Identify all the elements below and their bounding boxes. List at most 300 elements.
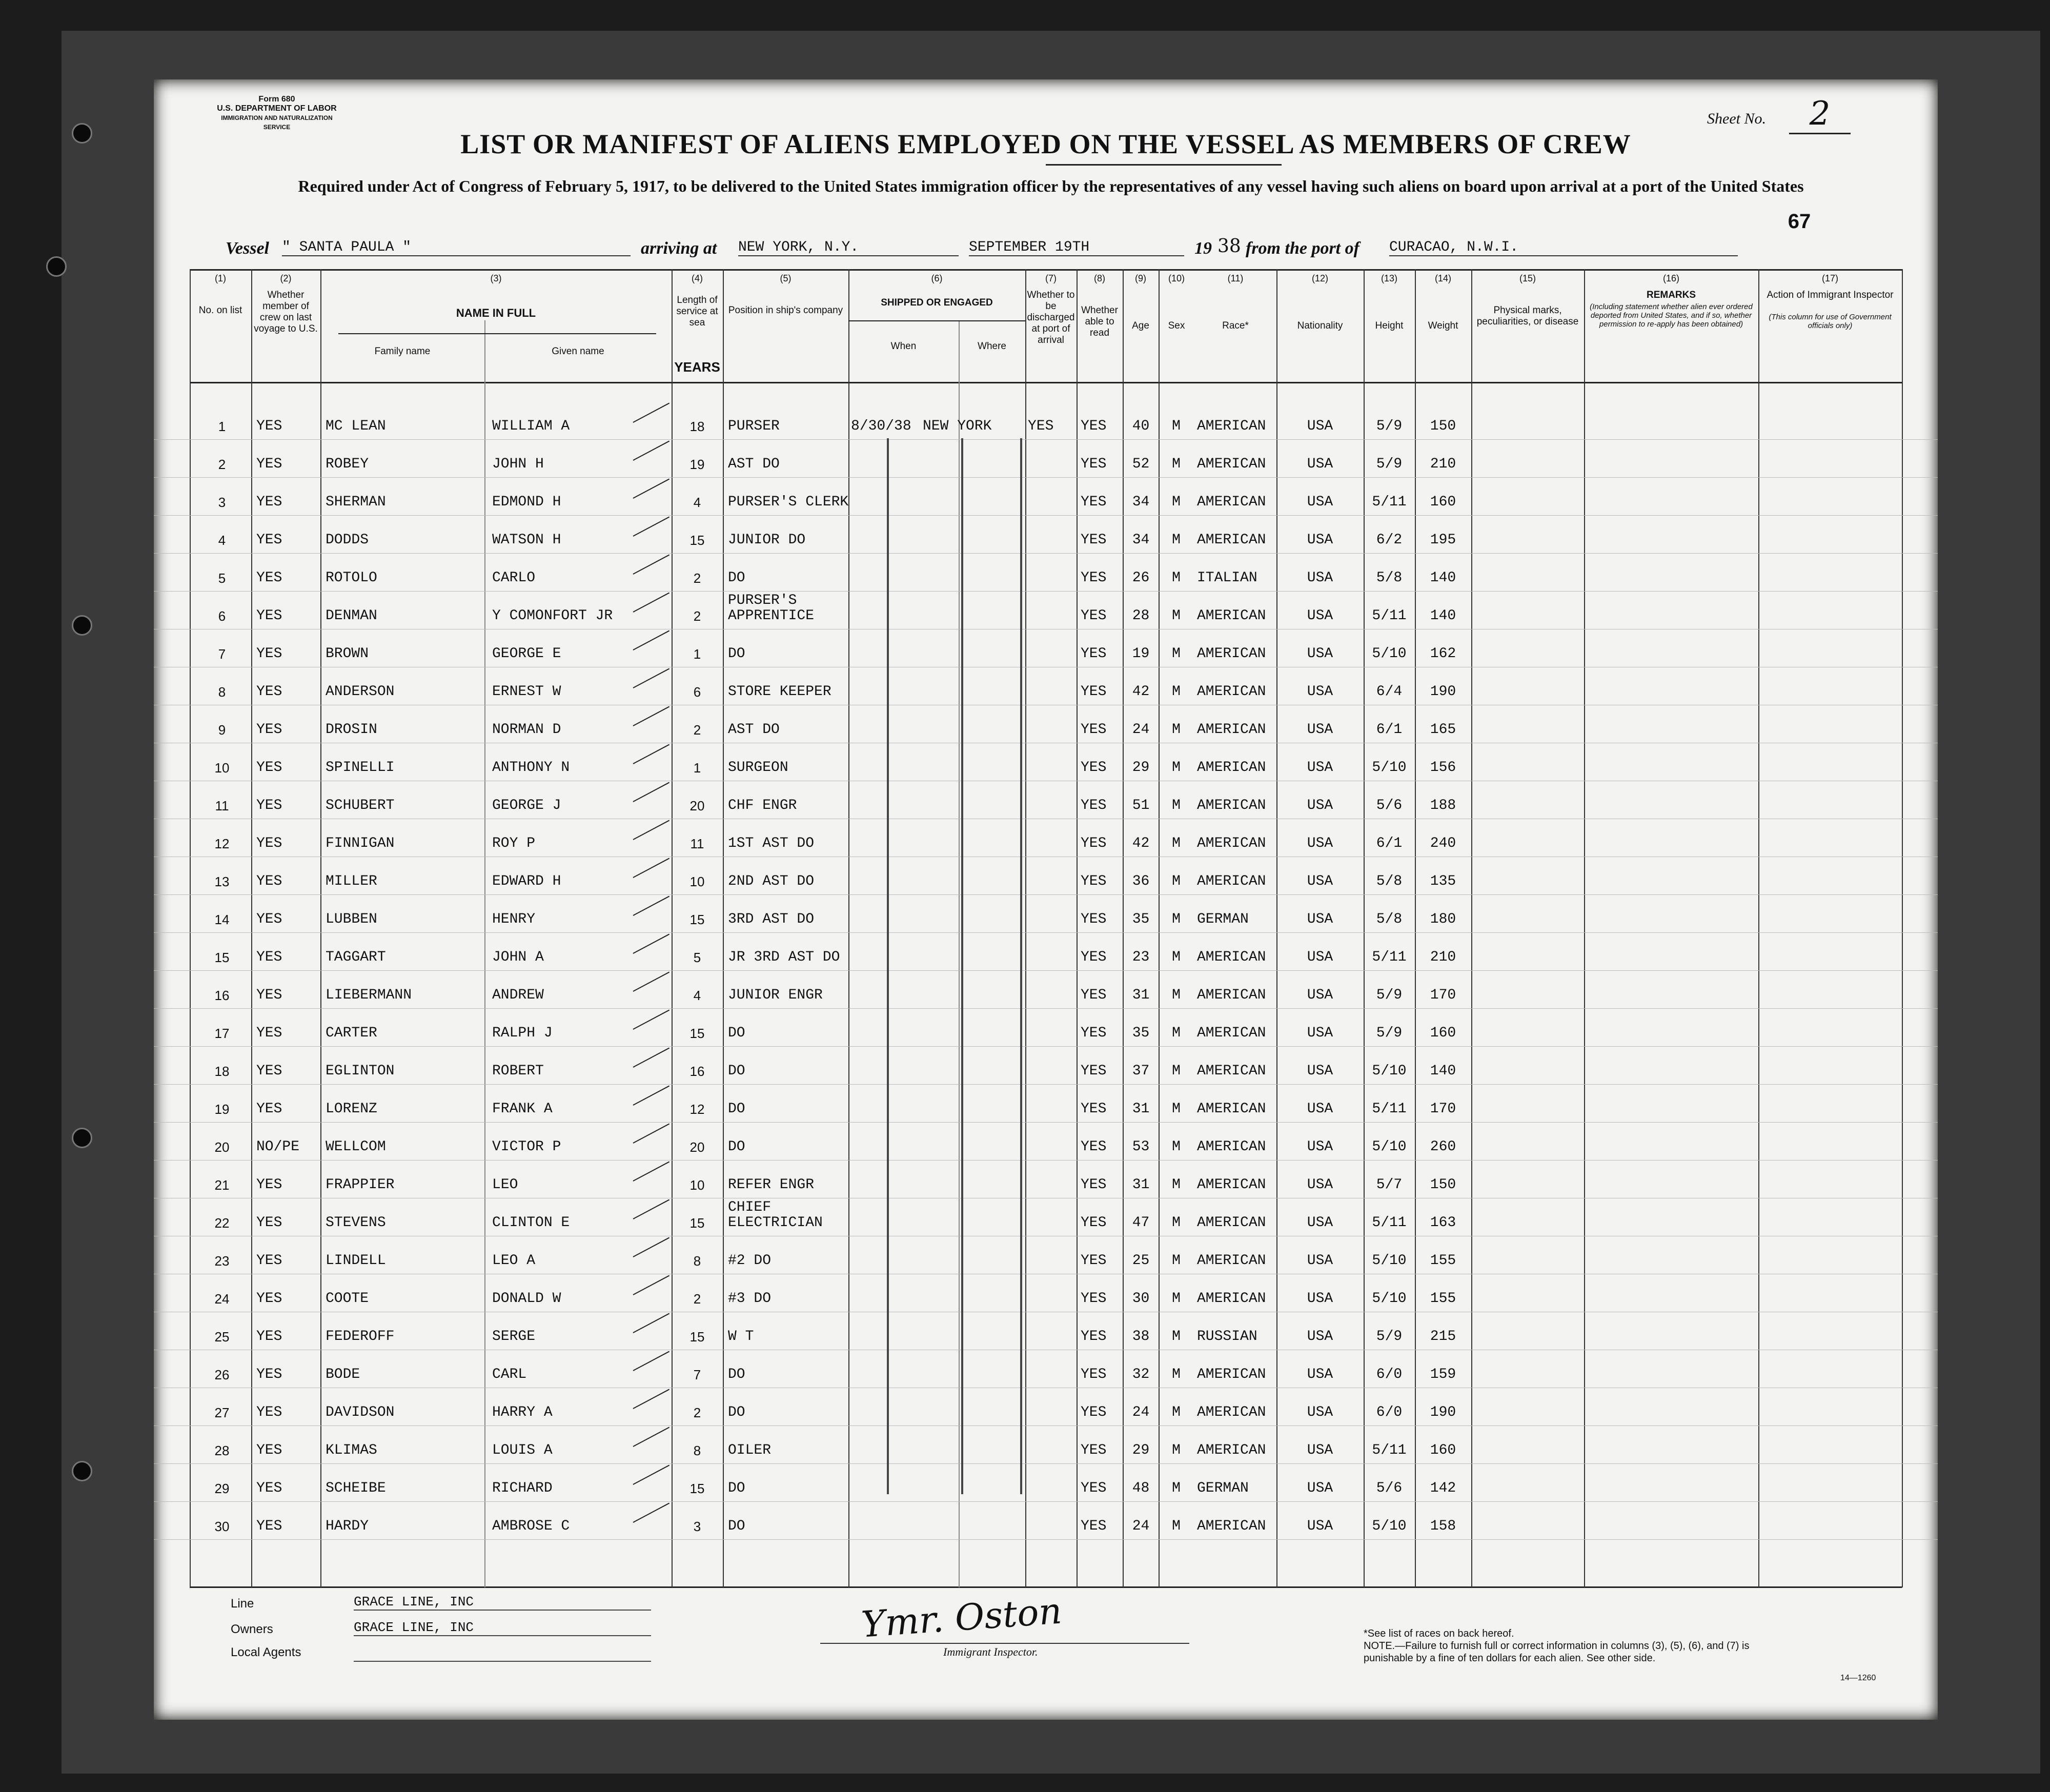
vessel-line (226, 236, 1876, 261)
cell-family: HARDY (326, 1518, 369, 1534)
cell-height: 5/8 (1376, 873, 1403, 889)
header-name-in-full: NAME IN FULL (456, 307, 536, 319)
cell-years: 15 (689, 1481, 705, 1496)
cell-nat: USA (1307, 949, 1333, 965)
cell-race: AMERICAN (1197, 1518, 1266, 1534)
cell-weight: 188 (1430, 798, 1456, 813)
table-row (154, 1501, 1938, 1540)
cell-read: YES (1081, 570, 1107, 586)
cell-read: YES (1081, 873, 1107, 889)
cell-prev: YES (256, 532, 282, 548)
cell-read: YES (1081, 1253, 1107, 1269)
cell-family: KLIMAS (326, 1442, 377, 1458)
cell-sex: M (1172, 1329, 1181, 1345)
cell-no: 26 (214, 1367, 230, 1382)
cell-age: 24 (1132, 722, 1150, 738)
cell-prev: YES (256, 873, 282, 889)
cell-prev: NO/PE (256, 1139, 300, 1155)
sheet-label: Sheet No. (1707, 110, 1766, 127)
arrival-port: NEW YORK, N.Y. (738, 240, 959, 256)
cell-given: CARL (492, 1367, 527, 1382)
cell-read: YES (1081, 1480, 1107, 1496)
cell-family: LUBBEN (326, 911, 377, 927)
cell-prev: YES (256, 1480, 282, 1496)
cell-years: 15 (689, 1026, 705, 1041)
cell-race: AMERICAN (1197, 418, 1266, 434)
cell-given: LEO A (492, 1253, 536, 1269)
cell-family: SHERMAN (326, 494, 386, 510)
manifest-sheet (154, 79, 1938, 1720)
cell-read: YES (1081, 987, 1107, 1003)
cell-no: 1 (218, 419, 226, 434)
cell-given: RALPH J (492, 1025, 553, 1041)
table-row (154, 1274, 1938, 1312)
table-row (154, 705, 1938, 743)
cell-nat: USA (1307, 646, 1333, 662)
cell-race: AMERICAN (1197, 1367, 1266, 1382)
cell-race: AMERICAN (1197, 646, 1266, 662)
vessel-label: Vessel (226, 239, 269, 258)
cell-read: YES (1081, 608, 1107, 624)
cell-prev: YES (256, 608, 282, 624)
cell-weight: 215 (1430, 1329, 1456, 1345)
cell-family: FINNIGAN (326, 836, 395, 851)
cell-sex: M (1172, 1291, 1181, 1307)
cell-nat: USA (1307, 987, 1333, 1003)
cell-prev: YES (256, 1442, 282, 1458)
cell-given: AMBROSE C (492, 1518, 570, 1534)
cell-nat: USA (1307, 1025, 1333, 1041)
cell-read: YES (1081, 1177, 1107, 1193)
cell-weight: 190 (1430, 1404, 1456, 1420)
cell-age: 26 (1132, 570, 1150, 586)
cell-nat: USA (1307, 608, 1333, 624)
cell-family: DENMAN (326, 608, 377, 624)
cell-position: JUNIOR DO (728, 532, 806, 548)
cell-read: YES (1081, 836, 1107, 851)
cell-height: 5/10 (1372, 1253, 1407, 1269)
cell-position: STORE KEEPER (728, 684, 831, 700)
cell-years: 16 (689, 1064, 705, 1079)
table-row (154, 515, 1938, 554)
cell-no: 5 (218, 571, 226, 586)
cell-weight: 210 (1430, 949, 1456, 965)
cell-prev: YES (256, 494, 282, 510)
cell-family: DODDS (326, 532, 369, 548)
header-inspector-note: (This column for use of Government officials only) (1769, 313, 1892, 330)
cell-given: CARLO (492, 570, 536, 586)
cell-height: 5/11 (1372, 608, 1407, 624)
binder-hole (72, 123, 92, 144)
table-row (154, 1312, 1938, 1350)
cell-age: 34 (1132, 494, 1150, 510)
note-races: *See list of races on back hereof. (1364, 1628, 1514, 1639)
cell-no: 13 (214, 874, 230, 889)
table-row (154, 1160, 1938, 1198)
cell-height: 5/9 (1376, 1329, 1403, 1345)
table-bottom-rule (190, 1586, 1902, 1588)
cell-prev: YES (256, 1518, 282, 1534)
cell-years: 1 (693, 760, 701, 776)
cell-nat: USA (1307, 1404, 1333, 1420)
cell-sex: M (1172, 873, 1181, 889)
cell-weight: 165 (1430, 722, 1456, 738)
cell-prev: YES (256, 684, 282, 700)
departure-port: CURACAO, N.W.I. (1389, 240, 1738, 256)
cell-sex: M (1172, 1063, 1181, 1079)
cell-race: AMERICAN (1197, 494, 1266, 510)
cell-read: YES (1081, 1404, 1107, 1420)
cell-height: 5/11 (1372, 1101, 1407, 1117)
cell-family: COOTE (326, 1291, 369, 1307)
table-row (154, 1426, 1938, 1464)
table-row (154, 857, 1938, 895)
cell-prev: YES (256, 1329, 282, 1345)
header-no-on-list: No. on list (198, 305, 242, 316)
cell-read: YES (1081, 532, 1107, 548)
cell-given: CLINTON E (492, 1215, 570, 1231)
cell-race: AMERICAN (1197, 456, 1266, 472)
cell-position: DO (728, 1063, 745, 1079)
table-row (154, 894, 1938, 933)
table-row (154, 1463, 1938, 1502)
cell-race: AMERICAN (1197, 722, 1266, 738)
cell-nat: USA (1307, 1177, 1333, 1193)
col-num: (3) (490, 273, 502, 283)
page-title: LIST OR MANIFEST OF ALIENS EMPLOYED ON THE VESSEL AS MEMBERS OF CREW (460, 129, 1631, 159)
cell-sex: M (1172, 1139, 1181, 1155)
cell-read: YES (1081, 760, 1107, 776)
cell-position: DO (728, 1139, 745, 1155)
department: U.S. DEPARTMENT OF LABOR (217, 104, 337, 113)
cell-height: 5/9 (1376, 1025, 1403, 1041)
cell-weight: 158 (1430, 1518, 1456, 1534)
cell-given: WATSON H (492, 532, 561, 548)
cell-height: 5/8 (1376, 911, 1403, 927)
binder-hole (46, 256, 67, 277)
cell-family: BROWN (326, 646, 369, 662)
cell-height: 6/4 (1376, 684, 1403, 700)
cell-years: 1 (693, 646, 701, 662)
cell-given: JOHN A (492, 949, 544, 965)
cell-given: VICTOR P (492, 1139, 561, 1155)
cell-race: AMERICAN (1197, 1404, 1266, 1420)
cell-read: YES (1081, 494, 1107, 510)
cell-nat: USA (1307, 1101, 1333, 1117)
cell-prev: YES (256, 1063, 282, 1079)
footer-line-value: GRACE LINE, INC (354, 1594, 651, 1611)
cell-weight: 135 (1430, 873, 1456, 889)
table-row (154, 743, 1938, 781)
cell-years: 15 (689, 1215, 705, 1231)
cell-prev: YES (256, 1215, 282, 1231)
year: 38 (1217, 236, 1241, 257)
note-fine: NOTE.—Failure to furnish full or correct information in columns (3), (5), (6), and (7) is punishable by a fine of ten dollars for each alien. See other side. (1364, 1640, 1750, 1664)
cell-given: ROY P (492, 836, 536, 851)
cell-sex: M (1172, 646, 1181, 662)
cell-position: CHF ENGR (728, 798, 797, 813)
ditto-line (961, 438, 963, 1494)
cell-age: 38 (1132, 1329, 1150, 1345)
cell-age: 40 (1132, 418, 1150, 434)
cell-years: 2 (693, 1405, 701, 1420)
cell-no: 4 (218, 533, 226, 548)
cell-years: 4 (693, 988, 701, 1003)
cell-sex: M (1172, 456, 1181, 472)
ditto-line (1020, 438, 1022, 1494)
vessel-name: " SANTA PAULA " (282, 240, 631, 256)
header-when: When (890, 341, 917, 352)
cell-nat: USA (1307, 1139, 1333, 1155)
table-row (154, 1084, 1938, 1123)
cell-years: 5 (693, 950, 701, 965)
form-number: Form 680 (258, 95, 295, 104)
cell-years: 15 (689, 533, 705, 548)
header-given-name: Given name (552, 346, 604, 357)
cell-prev: YES (256, 1404, 282, 1420)
page-number: 67 (1788, 210, 1811, 233)
cell-no: 28 (214, 1443, 230, 1458)
cell-race: AMERICAN (1197, 608, 1266, 624)
cell-position: DO (728, 570, 745, 586)
table-row (154, 932, 1938, 971)
cell-age: 42 (1132, 836, 1150, 851)
cell-position: 1ST AST DO (728, 836, 815, 851)
cell-sex: M (1172, 1025, 1181, 1041)
cell-sex: M (1172, 911, 1181, 927)
cell-nat: USA (1307, 1291, 1333, 1307)
cell-nat: USA (1307, 1063, 1333, 1079)
cell-family: LIEBERMANN (326, 987, 412, 1003)
cell-sex: M (1172, 684, 1181, 700)
cell-weight: 160 (1430, 1025, 1456, 1041)
cell-sex: M (1172, 1442, 1181, 1458)
cell-weight: 142 (1430, 1480, 1456, 1496)
cell-sex: M (1172, 949, 1181, 965)
cell-weight: 159 (1430, 1367, 1456, 1382)
table-row (154, 1008, 1938, 1047)
header-bottom-rule (190, 382, 1902, 383)
table-row (154, 781, 1938, 819)
inspector-signature: Ymr. Oston (860, 1590, 1063, 1646)
cell-age: 35 (1132, 911, 1150, 927)
cell-position: 2ND AST DO (728, 873, 815, 889)
cell-position: PURSER'S APPRENTICE (728, 593, 815, 624)
cell-where: NEW YORK (923, 418, 992, 434)
cell-read: YES (1081, 1101, 1107, 1117)
col-num: (15) (1519, 273, 1536, 283)
cell-no: 22 (214, 1215, 230, 1231)
table-row (154, 1350, 1938, 1388)
cell-race: AMERICAN (1197, 1177, 1266, 1193)
cell-nat: USA (1307, 1518, 1333, 1534)
cell-race: AMERICAN (1197, 1442, 1266, 1458)
subtitle: Required under Act of Congress of February 5, 1917, to be delivered to the United States immigration officer by the representatives of any vessel having such aliens on board upon arrival at a port of the United States (298, 177, 1804, 195)
cell-race: AMERICAN (1197, 1139, 1266, 1155)
cell-age: 31 (1132, 987, 1150, 1003)
cell-no: 15 (214, 950, 230, 965)
cell-race: AMERICAN (1197, 760, 1266, 776)
cell-nat: USA (1307, 1215, 1333, 1231)
cell-position: 3RD AST DO (728, 911, 815, 927)
table-row (154, 970, 1938, 1009)
cell-weight: 155 (1430, 1253, 1456, 1269)
cell-height: 5/6 (1376, 1480, 1403, 1496)
header-race: Race* (1222, 320, 1249, 331)
cell-given: HARRY A (492, 1404, 553, 1420)
cell-read: YES (1081, 1063, 1107, 1079)
cell-race: AMERICAN (1197, 798, 1266, 813)
cell-years: 19 (689, 457, 705, 472)
cell-family: LORENZ (326, 1101, 377, 1117)
cell-family: ROTOLO (326, 570, 377, 586)
cell-position: PURSER (728, 418, 780, 434)
cell-years: 3 (693, 1519, 701, 1534)
crew-table (154, 397, 1938, 1581)
cell-height: 6/0 (1376, 1367, 1403, 1382)
cell-family: FEDEROFF (326, 1329, 395, 1345)
col-num: (1) (215, 273, 226, 283)
cell-nat: USA (1307, 722, 1333, 738)
cell-years: 8 (693, 1443, 701, 1458)
cell-race: AMERICAN (1197, 873, 1266, 889)
cell-years: 2 (693, 1291, 701, 1307)
footer-line-label: Line (231, 1597, 254, 1611)
cell-age: 37 (1132, 1063, 1150, 1079)
binder-hole (72, 615, 92, 636)
cell-nat: USA (1307, 798, 1333, 813)
cell-years: 11 (690, 836, 704, 851)
cell-no: 8 (218, 684, 226, 700)
cell-read: YES (1081, 1215, 1107, 1231)
cell-family: SCHEIBE (326, 1480, 386, 1496)
cell-sex: M (1172, 798, 1181, 813)
cell-given: Y COMONFORT JR (492, 608, 613, 624)
header-years: YEARS (674, 359, 720, 375)
cell-prev: YES (256, 1177, 282, 1193)
cell-nat: USA (1307, 911, 1333, 927)
cell-no: 17 (214, 1026, 230, 1041)
cell-read: YES (1081, 949, 1107, 965)
table-row (154, 553, 1938, 592)
cell-read: YES (1081, 456, 1107, 472)
cell-years: 7 (693, 1367, 701, 1382)
cell-position: JUNIOR ENGR (728, 987, 823, 1003)
cell-family: TAGGART (326, 949, 386, 965)
cell-weight: 170 (1430, 987, 1456, 1003)
cell-weight: 240 (1430, 836, 1456, 851)
header-last-voyage: Whether member of crew on last voyage to U.S. (254, 290, 318, 334)
cell-family: MC LEAN (326, 418, 386, 434)
col-num: (14) (1434, 273, 1451, 283)
year-prefix: 19 (1194, 239, 1212, 258)
cell-years: 15 (689, 1329, 705, 1345)
cell-sex: M (1172, 1101, 1181, 1117)
cell-weight: 140 (1430, 570, 1456, 586)
cell-age: 23 (1132, 949, 1150, 965)
cell-sex: M (1172, 494, 1181, 510)
form-header-block (210, 95, 343, 132)
cell-given: GEORGE E (492, 646, 561, 662)
cell-given: ANDREW (492, 987, 544, 1003)
cell-given: HENRY (492, 911, 536, 927)
cell-family: LINDELL (326, 1253, 386, 1269)
cell-no: 10 (214, 760, 230, 776)
cell-no: 30 (214, 1519, 230, 1534)
header-discharged: Whether to be discharged at port of arrival (1027, 290, 1075, 345)
cell-read: YES (1081, 798, 1107, 813)
cell-given: SERGE (492, 1329, 536, 1345)
cell-family: SPINELLI (326, 760, 395, 776)
col-num: (6) (931, 273, 943, 283)
cell-weight: 180 (1430, 911, 1456, 927)
cell-weight: 155 (1430, 1291, 1456, 1307)
cell-no: 16 (214, 988, 230, 1003)
cell-height: 5/11 (1372, 1442, 1407, 1458)
col-num: (4) (692, 273, 703, 283)
cell-sex: M (1172, 987, 1181, 1003)
cell-no: 14 (214, 912, 230, 927)
cell-nat: USA (1307, 418, 1333, 434)
cell-read: YES (1081, 418, 1107, 434)
header-shipped-engaged: SHIPPED OR ENGAGED (881, 297, 993, 308)
header-weight: Weight (1428, 320, 1458, 331)
cell-years: 4 (693, 495, 701, 510)
cell-race: AMERICAN (1197, 1291, 1266, 1307)
cell-nat: USA (1307, 836, 1333, 851)
cell-height: 5/11 (1372, 494, 1407, 510)
arriving-label: arriving at (641, 239, 717, 258)
cell-prev: YES (256, 1025, 282, 1041)
col-num: (10) (1168, 273, 1185, 283)
cell-nat: USA (1307, 873, 1333, 889)
cell-given: ERNEST W (492, 684, 561, 700)
cell-discharge: YES (1028, 418, 1054, 434)
header-physical-marks: Physical marks, peculiarities, or disease (1476, 305, 1579, 327)
cell-given: GEORGE J (492, 798, 561, 813)
cell-position: AST DO (728, 456, 780, 472)
cell-position: DO (728, 1480, 745, 1496)
cell-position: OILER (728, 1442, 772, 1458)
footer-owners-value: GRACE LINE, INC (354, 1620, 651, 1636)
table-row (154, 439, 1938, 478)
cell-years: 12 (689, 1102, 705, 1117)
cell-read: YES (1081, 1139, 1107, 1155)
shipped-subrule (848, 320, 1025, 321)
cell-prev: YES (256, 1367, 282, 1382)
cell-years: 6 (693, 684, 701, 700)
header-length-service: Length of service at sea (676, 295, 718, 328)
table-row (154, 477, 1938, 516)
cell-weight: 150 (1430, 418, 1456, 434)
cell-years: 2 (693, 722, 701, 738)
cell-read: YES (1081, 684, 1107, 700)
cell-race: GERMAN (1197, 1480, 1249, 1496)
header-able-to-read: Whether able to read (1081, 305, 1118, 338)
cell-age: 36 (1132, 873, 1150, 889)
cell-age: 31 (1132, 1177, 1150, 1193)
cell-years: 2 (693, 571, 701, 586)
table-row (154, 1236, 1938, 1274)
col-num: (8) (1094, 273, 1105, 283)
cell-position: CHIEF ELECTRICIAN (728, 1199, 823, 1231)
cell-nat: USA (1307, 760, 1333, 776)
cell-age: 53 (1132, 1139, 1150, 1155)
title-underline (1046, 164, 1282, 166)
cell-nat: USA (1307, 1442, 1333, 1458)
cell-years: 20 (689, 1139, 705, 1155)
col-num: (9) (1135, 273, 1146, 283)
